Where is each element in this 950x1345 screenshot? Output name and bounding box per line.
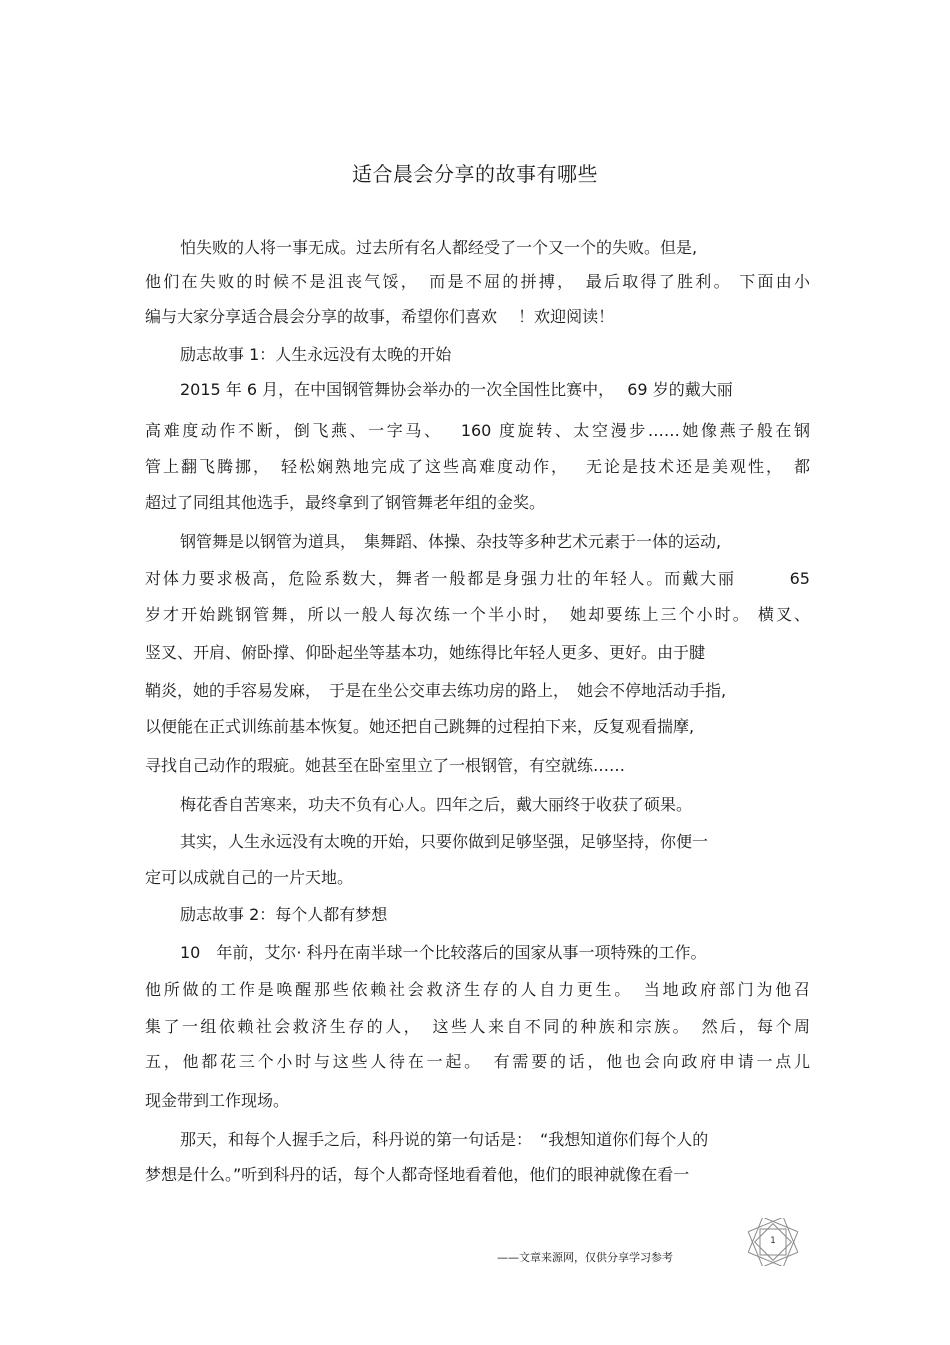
paragraph-line: 集了一组依赖社会救济生存的人， 这些人来自不同的种族和宗族。 然后，每个周 xyxy=(145,1017,810,1036)
paragraph-line: 以便能在正式训练前基本恢复。她还把自己跳舞的过程拍下来，反复观看揣摩, xyxy=(145,717,695,736)
story-heading: 励志故事 2：每个人都有梦想 xyxy=(180,905,388,924)
paragraph-line: 超过了同组其他选手，最终拿到了钢管舞老年组的金奖。 xyxy=(145,493,546,512)
paragraph-line: 梦想是什么。”听到科丹的话，每个人都奇怪地看着他，他们的眼神就像在看一 xyxy=(145,1165,690,1184)
document-title: 适合晨会分享的故事有哪些 xyxy=(352,162,598,186)
paragraph-line: 管上翻飞腾挪， 轻松娴熟地完成了这些高难度动作， 无论是技术还是美观性， 都 xyxy=(145,457,810,476)
story-heading: 励志故事 1：人生永远没有太晚的开始 xyxy=(180,345,452,364)
paragraph-line: 高难度动作不断，倒飞燕、一字马、 160 度旋转、太空漫步……她像燕子般在钢 xyxy=(145,421,810,440)
paragraph-line: 定可以成就自己的一片天地。 xyxy=(145,868,354,887)
paragraph-line: 他们在失败的时候不是沮丧气馁， 而是不屈的拼搏， 最后取得了胜利。 下面由小 xyxy=(145,272,810,291)
page-number: 1 xyxy=(770,1236,776,1246)
paragraph-line: 编与大家分享适合晨会分享的故事，希望你们喜欢 ！欢迎阅读！ xyxy=(145,307,615,326)
paragraph-line: 钢管舞是以钢管为道具， 集舞蹈、体操、杂技等多种艺术元素于一体的运动, xyxy=(180,532,722,551)
paragraph-line: 10 年前，艾尔· 科丹在南半球一个比较落后的国家从事一项特殊的工作。 xyxy=(180,943,707,962)
paragraph-line: 五，他都花三个小时与这些人待在一起。 有需要的话，他也会向政府申请一点儿 xyxy=(145,1052,810,1071)
paragraph-line: 2015 年 6 月，在中国钢管舞协会举办的一次全国性比赛中， 69 岁的戴大丽 xyxy=(180,380,733,399)
paragraph-line: 怕失败的人将一事无成。过去所有名人都经受了一个又一个的失败。但是, xyxy=(180,238,698,257)
paragraph-line: 其实，人生永远没有太晚的开始，只要你做到足够坚强，足够坚持，你便一 xyxy=(180,832,709,851)
paragraph-line: 寻找自己动作的瑕疵。她甚至在卧室里立了一根钢管，有空就练…… xyxy=(145,756,626,775)
paragraph-line: 他所做的工作是唤醒那些依赖社会救济生存的人自力更生。 当地政府部门为他召 xyxy=(145,980,810,999)
paragraph-line: 岁才开始跳钢管舞，所以一般人每次练一个半小时， 她却要练上三个小时。 横叉、 xyxy=(145,605,810,624)
footer-source-note: ——文章来源网，仅供分享学习参考 xyxy=(497,1251,673,1264)
paragraph-line: 梅花香自苦寒来，功夫不负有心人。四年之后，戴大丽终于收获了硕果。 xyxy=(180,795,693,814)
paragraph-line: 鞘炎，她的手容易发麻， 于是在坐公交車去练功房的路上， 她会不停地活动手指, xyxy=(145,681,727,700)
paragraph-line: 那天，和每个人握手之后，科丹说的第一句话是： “我想知道你们每个人的 xyxy=(180,1130,709,1149)
paragraph-line: 现金带到工作现场。 xyxy=(145,1091,290,1110)
paragraph-line: 竖叉、开肩、俯卧撑、仰卧起坐等基本功，她练得比年轻人更多、更好。由于腱 xyxy=(145,643,706,662)
paragraph-line: 对体力要求极高，危险系数大，舞者一般都是身强力壮的年轻人。而戴大丽 65 xyxy=(145,569,810,588)
